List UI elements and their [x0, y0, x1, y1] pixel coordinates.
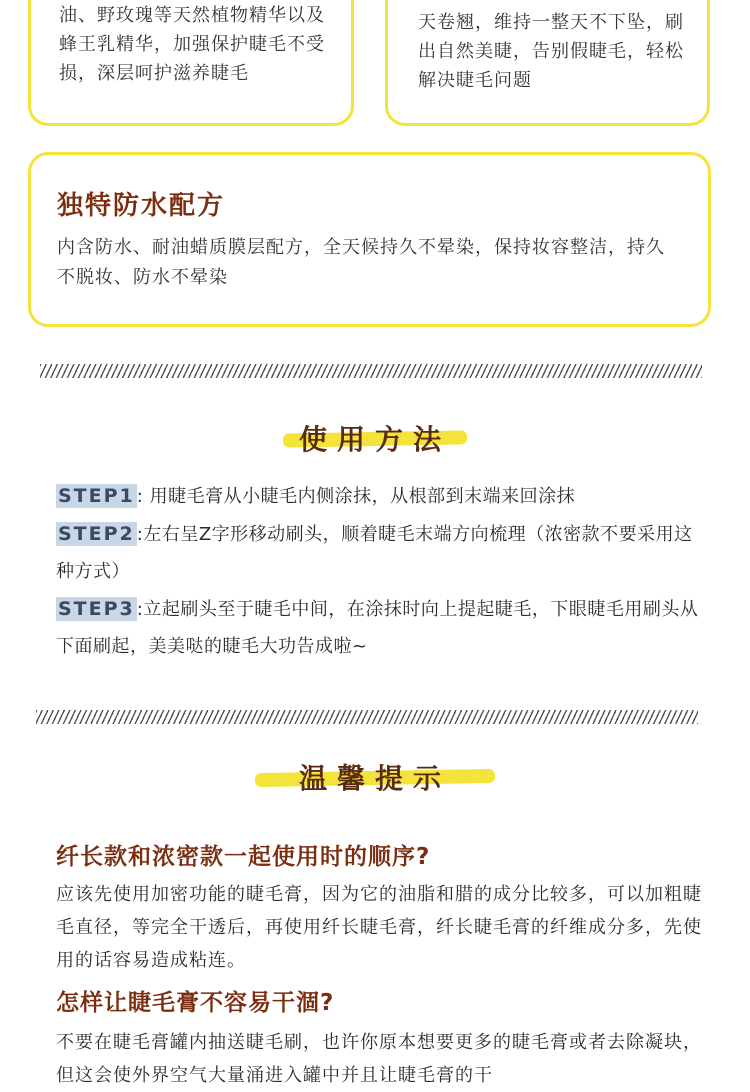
tip-answer: 不要在睫毛膏罐内抽送睫毛刷，也许你原本想要更多的睫毛膏或者去除凝块，但这会使外界空气大量涌进入罐中并且让睫毛膏的干	[56, 1032, 702, 1086]
waterproof-body: 内含防水、耐油蜡质膜层配方，全天候持久不晕染，保持妆容整洁，持久不脱妆、防水不晕染	[57, 237, 665, 288]
usage-heading-text: 使用方法	[298, 423, 451, 456]
feature-left-text: 油、野玫瑰等天然植物精华以及蜂王乳精华，加强保护睫毛不受损，深层呵护滋养睫毛	[59, 5, 325, 84]
feature-right-text: 天卷翘，维持一整天不下坠，刷出自然美睫，告别假睫毛，轻松解决睫毛问题	[418, 12, 684, 91]
tip-question: 怎样让睫毛膏不容易干涸?	[56, 990, 335, 1016]
step-text: :立起刷头至于睫毛中间，在涂抹时向上提起睫毛，下眼睫毛用刷头从下面刷起，美美哒的睫毛大功告成啦~	[56, 599, 699, 657]
usage-heading	[0, 418, 750, 458]
step-text: :左右呈Z字形移动刷头，顺着睫毛末端方向梳理（浓密款不要采用这种方式）	[56, 524, 693, 582]
step-tag: STEP3	[58, 598, 135, 620]
waterproof-title: 独特防水配方	[57, 191, 226, 221]
feature-card-waterproof	[28, 152, 711, 327]
step-tag: STEP1	[58, 485, 135, 507]
tip-question: 纤长款和浓密款一起使用时的顺序?	[56, 844, 431, 870]
step-tag: STEP2	[58, 523, 135, 545]
usage-step	[56, 516, 706, 590]
tip-answer: 应该先使用加密功能的睫毛膏，因为它的油脂和腊的成分比较多，可以加粗睫毛直径，等完全干透后，再使用纤长睫毛膏，纤长睫毛膏的纤维成分多，先使用的话容易造成粘连。	[56, 884, 702, 971]
hatch-divider	[40, 364, 702, 378]
feature-card-right	[385, 0, 710, 126]
hatch-divider	[36, 710, 698, 724]
feature-card-left	[28, 0, 354, 126]
step-text: : 用睫毛膏从小睫毛内侧涂抹，从根部到末端来回涂抹	[136, 486, 576, 507]
usage-step	[56, 478, 706, 515]
tips-heading-text: 温馨提示	[298, 762, 451, 795]
tips-heading	[0, 757, 750, 797]
usage-step	[56, 591, 706, 665]
